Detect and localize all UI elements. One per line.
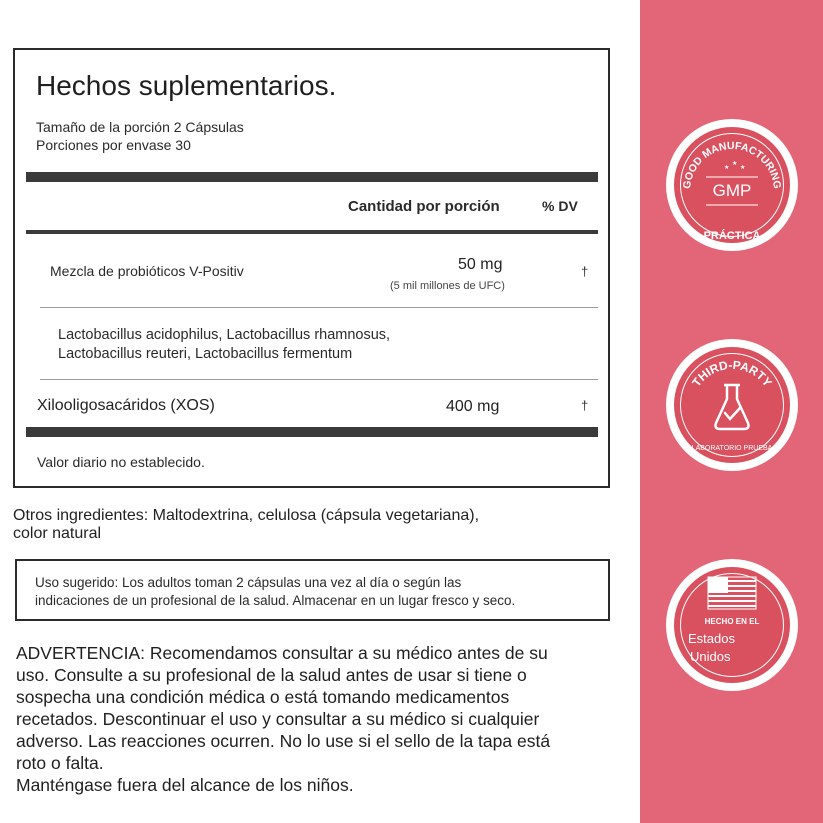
made-in-usa-badge	[666, 559, 798, 691]
row-amount-probiotic-blend: 50 mg	[458, 256, 503, 273]
servings-per-container: Porciones por envase 30	[36, 137, 191, 153]
third-party-badge	[666, 339, 798, 471]
row-sub-cfu: (5 mil millones de UFC)	[390, 280, 505, 292]
strains-line-2: Lactobacillus reuteri, Lactobacillus fermentum	[58, 346, 353, 362]
thin-rule-1	[40, 307, 598, 308]
row-name-probiotic-blend: Mezcla de probióticos V-Positiv	[50, 263, 244, 279]
thick-rule-bottom	[26, 427, 598, 437]
thick-rule-top	[26, 172, 598, 182]
svg-text:★: ★	[732, 161, 738, 167]
other-ingredients-line-2: color natural	[13, 525, 102, 542]
suggested-use-line-1: Uso sugerido: Los adultos toman 2 cápsulas una vez al día o según las	[35, 575, 462, 590]
medium-rule	[26, 230, 598, 234]
third-party-top-text: THIRD-PARTY	[689, 357, 775, 390]
warning-line: roto o falta.	[16, 753, 104, 773]
svg-text:★: ★	[724, 165, 730, 171]
third-party-bottom-text: LABORATORIO PRUEBA	[691, 445, 773, 452]
gmp-badge	[666, 119, 798, 251]
row-dv-xos: †	[581, 398, 589, 413]
column-amount-header: Cantidad por porción	[348, 198, 500, 215]
usa-line-2: Unidos	[690, 649, 731, 664]
row-amount-xos: 400 mg	[446, 398, 500, 415]
suggested-use-box	[15, 559, 610, 621]
side-panel	[640, 0, 823, 823]
gmp-top-text: GOOD MANUFACTURING	[680, 139, 784, 190]
row-dv-probiotic-blend: †	[581, 264, 589, 279]
facts-title: Hechos suplementarios.	[36, 70, 337, 101]
serving-size: Tamaño de la porción 2 Cápsulas	[36, 119, 244, 135]
strains-line-1: Lactobacillus acidophilus, Lactobacillus rhamnosus,	[58, 327, 391, 343]
column-dv-header: % DV	[542, 198, 578, 214]
warning-line: ADVERTENCIA: Recomendamos consultar a su médico antes de su	[16, 643, 548, 663]
usa-line-1: Estados	[688, 631, 735, 646]
dv-footnote: Valor diario no establecido.	[37, 454, 205, 470]
svg-text:★: ★	[740, 165, 746, 171]
usa-top-text: HECHO EN EL	[704, 617, 760, 626]
warning-line: uso. Consulte a su profesional de la salud antes de usar si tiene o	[16, 665, 527, 685]
suggested-use-line-2: indicaciones de un profesional de la salud. Almacenar en un lugar fresco y seco.	[35, 593, 516, 608]
other-ingredients-line-1: Otros ingredientes: Maltodextrina, celulosa (cápsula vegetariana),	[13, 507, 480, 524]
row-name-xos: Xilooligosacáridos (XOS)	[37, 397, 215, 414]
warning-line: recetados. Descontinuar el uso y consultar a su médico si cualquier	[16, 709, 540, 729]
gmp-center-text: GMP	[712, 181, 752, 200]
warning-text	[16, 642, 616, 796]
warning-line: Manténgase fuera del alcance de los niños.	[16, 775, 354, 795]
warning-line: sospecha una condición médica o está tomando medicamentos	[16, 687, 510, 707]
gmp-bottom-text: PRÁCTICA	[703, 230, 761, 242]
thin-rule-2	[40, 379, 598, 380]
warning-line: adverso. Las reacciones ocurren. No lo use si el sello de la tapa está	[16, 731, 551, 751]
